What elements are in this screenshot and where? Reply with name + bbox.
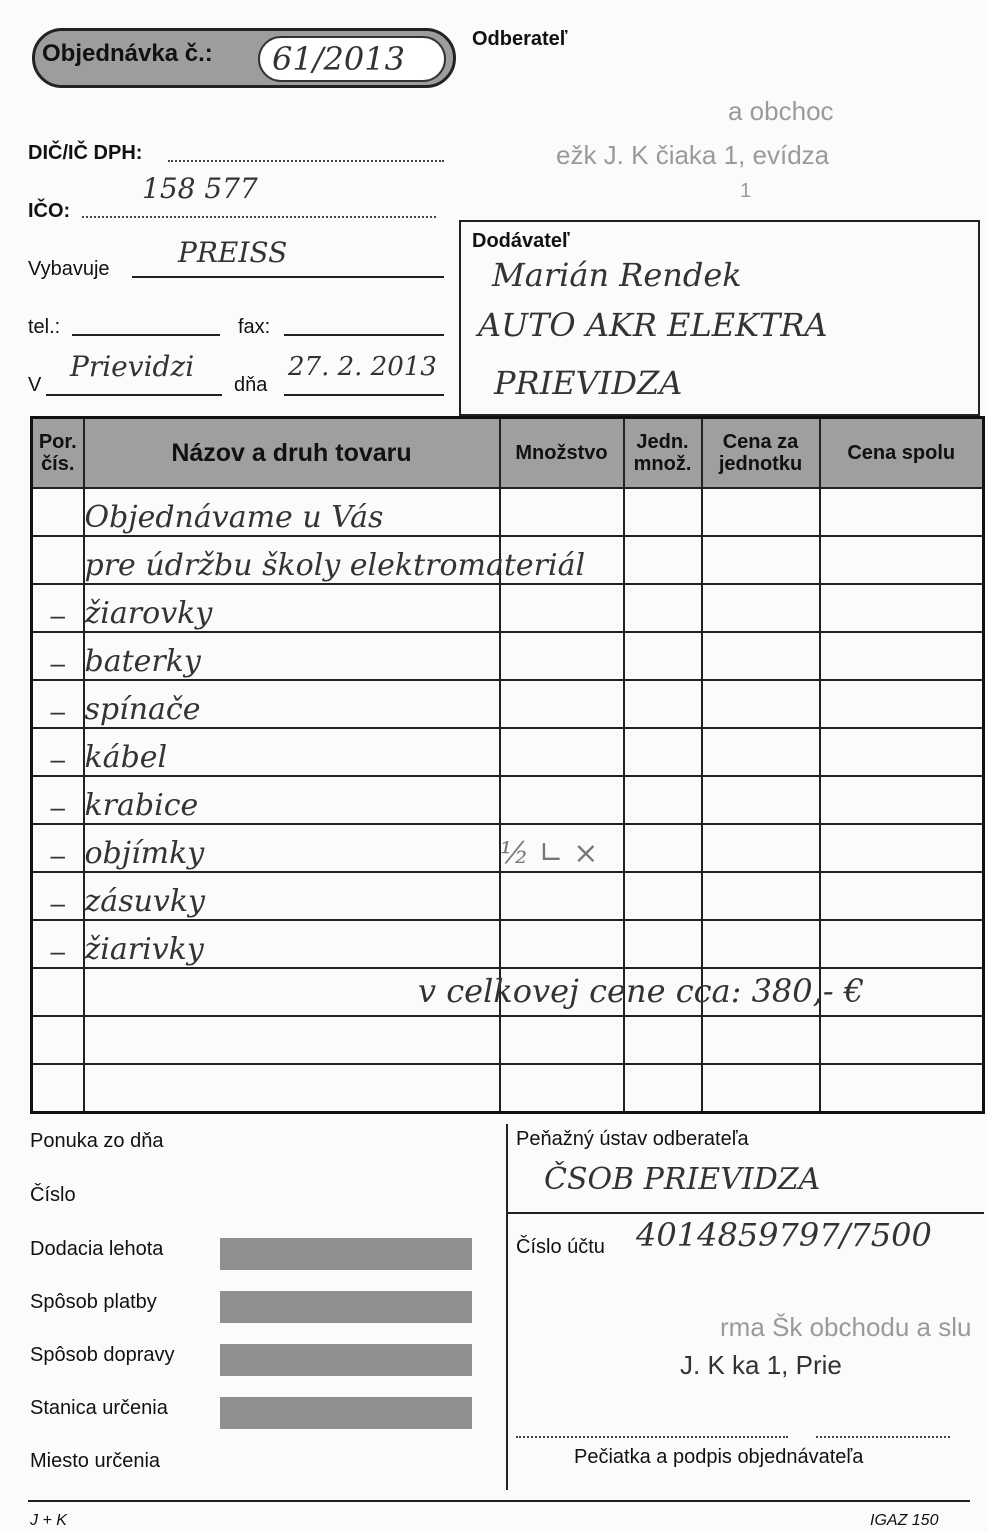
row-name-cell[interactable]: Objednávame u Vás <box>84 488 500 536</box>
row-por-cell[interactable] <box>32 1016 84 1064</box>
account-label: Číslo účtu <box>516 1236 605 1258</box>
col-nazov-label: Názov a druh tovaru <box>171 439 412 467</box>
row-por-cell[interactable] <box>32 968 84 1016</box>
row-quantity-cell[interactable] <box>500 680 624 728</box>
row-unit-price-cell[interactable] <box>702 536 820 584</box>
fax-label: fax: <box>238 316 271 338</box>
v-label: V <box>28 374 42 396</box>
dodavatel-line3: PRIEVIDZA <box>494 364 683 402</box>
row-unit-cell[interactable] <box>624 872 702 920</box>
row-unit-cell[interactable] <box>624 824 702 872</box>
row-por-cell[interactable]: – <box>32 824 84 872</box>
footer-divider <box>506 1124 508 1490</box>
row-unit-price-cell[interactable] <box>702 728 820 776</box>
doprava-label: Spôsob dopravy <box>30 1344 175 1366</box>
table-header-row <box>32 418 984 489</box>
row-quantity-cell[interactable] <box>500 872 624 920</box>
dodavatel-line2: AUTO AKR ELEKTRA <box>478 306 828 344</box>
row-name-cell[interactable]: pre údržbu školy elektromateriál <box>84 536 500 584</box>
row-name-cell[interactable]: spínače <box>84 680 500 728</box>
table-row <box>32 920 984 968</box>
signature-caption: Pečiatka a podpis objednávateľa <box>574 1446 864 1468</box>
row-unit-cell[interactable] <box>624 536 702 584</box>
vybavuje-value: PREISS <box>178 236 288 269</box>
row-total-cell[interactable] <box>820 632 984 680</box>
date-value: 27. 2. 2013 <box>288 352 437 382</box>
row-total-cell[interactable] <box>820 1016 984 1064</box>
row-total-cell[interactable] <box>820 872 984 920</box>
signature-line-left[interactable] <box>516 1424 788 1438</box>
row-unit-price-cell[interactable] <box>702 488 820 536</box>
row-quantity-cell[interactable] <box>500 1016 624 1064</box>
table-row <box>32 872 984 920</box>
row-quantity-cell[interactable] <box>500 488 624 536</box>
col-mnozstvo <box>500 418 624 489</box>
dna-label: dňa <box>234 374 268 396</box>
row-unit-price-cell[interactable] <box>702 680 820 728</box>
row-name-cell[interactable]: žiarovky <box>84 584 500 632</box>
row-name-cell[interactable]: zásuvky <box>84 872 500 920</box>
platba-label: Spôsob platby <box>30 1291 157 1313</box>
row-por-cell[interactable] <box>32 488 84 536</box>
row-name-cell[interactable]: krabice <box>84 776 500 824</box>
col-cena-spolu <box>820 418 984 489</box>
platba-field[interactable] <box>220 1291 472 1323</box>
table-row <box>32 1064 984 1113</box>
col-jedn-label: Jedn. množ. <box>633 431 692 475</box>
row-por-cell[interactable]: – <box>32 920 84 968</box>
ponuka-label: Ponuka zo dňa <box>30 1130 164 1152</box>
row-por-cell[interactable]: – <box>32 776 84 824</box>
table-row <box>32 632 984 680</box>
strike-marks: ½ ∟ × <box>500 836 599 871</box>
table-row <box>32 1016 984 1064</box>
miesto-label: Miesto určenia <box>30 1450 161 1472</box>
row-name-cell[interactable]: baterky <box>84 632 500 680</box>
dodacia-field[interactable] <box>220 1238 472 1270</box>
row-unit-price-cell[interactable] <box>702 1016 820 1064</box>
col-mnozstvo-label: Množstvo <box>515 442 608 464</box>
row-total-cell[interactable] <box>820 776 984 824</box>
row-total-cell[interactable] <box>820 584 984 632</box>
col-nazov <box>84 418 500 489</box>
row-por-cell[interactable]: – <box>32 680 84 728</box>
footer-stamp-line2: J. K ka 1, Prie <box>680 1350 842 1380</box>
row-unit-cell[interactable] <box>624 920 702 968</box>
dodavatel-line1: Marián Rendek <box>492 256 742 294</box>
row-unit-price-cell[interactable] <box>702 776 820 824</box>
table-row <box>32 728 984 776</box>
row-total-cell[interactable] <box>820 920 984 968</box>
col-cena-jednotka-label: Cena za jednotku <box>718 431 803 475</box>
odberatel-label: Odberateľ <box>472 28 568 50</box>
row-name-cell[interactable] <box>84 1064 500 1113</box>
row-por-cell[interactable]: – <box>32 728 84 776</box>
row-unit-price-cell[interactable] <box>702 824 820 872</box>
row-total-cell[interactable] <box>820 1064 984 1113</box>
tel-field[interactable] <box>72 316 220 336</box>
odberatel-stamp-line2: ežk J. K čiaka 1, evídza <box>556 140 830 170</box>
odberatel-stamp-line3: 1 <box>740 180 752 202</box>
row-unit-cell[interactable] <box>624 1016 702 1064</box>
row-total-cell[interactable] <box>820 680 984 728</box>
total-price-text: v celkovej cene cca: 380,- € <box>418 972 865 1010</box>
bottom-rule <box>28 1500 970 1502</box>
cislo-label: Číslo <box>30 1184 76 1206</box>
table-row <box>32 776 984 824</box>
form-code-right: IGAZ 150 <box>870 1512 939 1529</box>
order-label: Objednávka č.: <box>42 40 213 67</box>
ico-field[interactable] <box>82 198 436 218</box>
col-cena-jednotka <box>702 418 820 489</box>
row-unit-cell[interactable] <box>624 680 702 728</box>
row-unit-price-cell[interactable] <box>702 632 820 680</box>
row-unit-cell[interactable] <box>624 632 702 680</box>
row-por-cell[interactable] <box>32 536 84 584</box>
account-value: 4014859797/7500 <box>636 1216 932 1254</box>
dodacia-label: Dodacia lehota <box>30 1238 164 1260</box>
row-total-cell[interactable] <box>820 728 984 776</box>
dic-label: DIČ/IČ DPH: <box>28 142 143 164</box>
footer-stamp-line1: rma Šk obchodu a slu <box>720 1312 972 1342</box>
row-por-cell[interactable]: – <box>32 584 84 632</box>
row-unit-cell[interactable] <box>624 728 702 776</box>
row-por-cell[interactable]: – <box>32 632 84 680</box>
row-name-cell[interactable]: kábel <box>84 728 500 776</box>
dodavatel-label: Dodávateľ <box>472 230 570 252</box>
row-unit-cell[interactable] <box>624 776 702 824</box>
bank-label: Peňažný ústav odberateľa <box>516 1128 749 1150</box>
row-unit-cell[interactable] <box>624 584 702 632</box>
row-quantity-cell[interactable] <box>500 920 624 968</box>
row-name-cell[interactable]: žiarivky <box>84 920 500 968</box>
signature-line-right[interactable] <box>816 1424 950 1438</box>
col-jedn <box>624 418 702 489</box>
doprava-field[interactable] <box>220 1344 472 1376</box>
bank-value: ČSOB PRIEVIDZA <box>544 1162 821 1197</box>
table-row <box>32 584 984 632</box>
ico-value: 158 577 <box>142 172 258 205</box>
table-row <box>32 488 984 536</box>
row-unit-price-cell[interactable] <box>702 584 820 632</box>
row-quantity-cell[interactable] <box>500 1064 624 1113</box>
row-quantity-cell[interactable] <box>500 584 624 632</box>
row-unit-price-cell[interactable] <box>702 920 820 968</box>
stanica-label: Stanica určenia <box>30 1397 168 1419</box>
form-code-left: J + K <box>30 1512 67 1529</box>
row-unit-price-cell[interactable] <box>702 1064 820 1113</box>
dic-field[interactable] <box>168 142 444 162</box>
row-total-cell[interactable] <box>820 536 984 584</box>
row-unit-cell[interactable] <box>624 488 702 536</box>
table-row <box>32 536 984 584</box>
odberatel-stamp-line1: a obchoc <box>728 96 834 126</box>
row-quantity-cell[interactable] <box>500 632 624 680</box>
col-cena-spolu-label: Cena spolu <box>847 442 956 464</box>
bank-separator <box>508 1212 984 1214</box>
row-quantity-cell[interactable] <box>500 728 624 776</box>
fax-field[interactable] <box>284 316 444 336</box>
row-name-cell[interactable] <box>84 1016 500 1064</box>
row-unit-price-cell[interactable] <box>702 872 820 920</box>
order-number-value: 61/2013 <box>272 40 405 78</box>
row-por-cell[interactable]: – <box>32 872 84 920</box>
vybavuje-label: Vybavuje <box>28 258 110 280</box>
row-unit-cell[interactable] <box>624 1064 702 1113</box>
place-value: Prievidzi <box>70 350 195 383</box>
stanica-field[interactable] <box>220 1397 472 1429</box>
row-total-cell[interactable] <box>820 488 984 536</box>
tel-label: tel.: <box>28 316 61 338</box>
table-row <box>32 680 984 728</box>
ico-label: IČO: <box>28 200 71 222</box>
row-por-cell[interactable] <box>32 1064 84 1113</box>
col-por <box>32 418 84 489</box>
row-total-cell[interactable] <box>820 824 984 872</box>
row-quantity-cell[interactable] <box>500 776 624 824</box>
col-por-label: Por. čís. <box>38 431 77 475</box>
row-name-cell[interactable]: objímky <box>84 824 500 872</box>
